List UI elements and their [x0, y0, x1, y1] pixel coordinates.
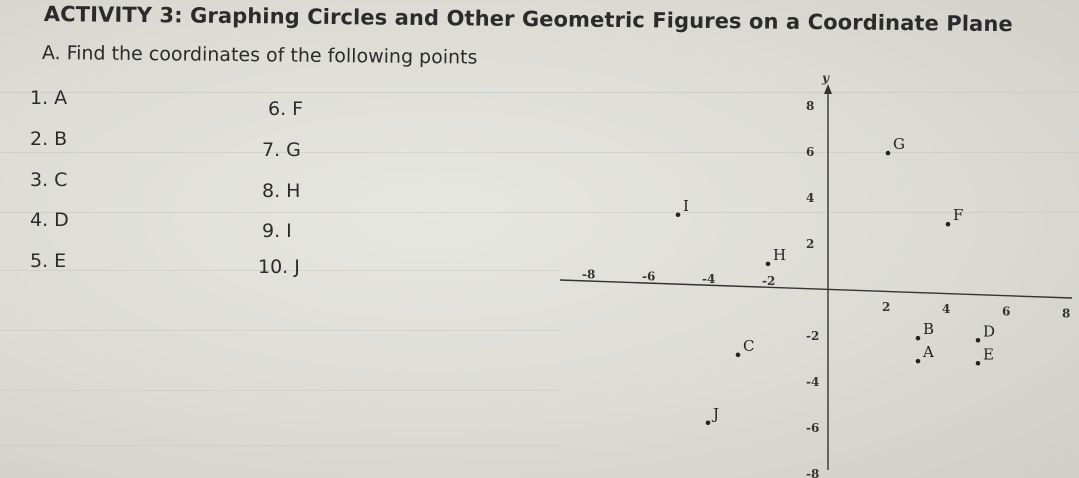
x-tick-label: 8	[1062, 306, 1071, 321]
point-label: A	[923, 343, 934, 362]
x-tick-label: 6	[1002, 304, 1011, 319]
item-h: 8. H	[262, 180, 301, 202]
point-label: D	[983, 322, 996, 341]
item-f: 6. F	[268, 98, 304, 120]
y-tick-label: 8	[806, 99, 815, 113]
point-marker	[976, 338, 981, 343]
instruction-text: A. Find the coordinates of the following points	[41, 42, 478, 69]
point-label: F	[953, 206, 964, 225]
point-label: J	[713, 404, 720, 423]
item-e: 5. E	[30, 250, 67, 272]
point-marker	[736, 353, 741, 358]
y-axis-label: y	[822, 71, 829, 85]
point-label: G	[893, 135, 905, 154]
point-marker	[766, 262, 771, 267]
item-b: 2. B	[30, 128, 68, 150]
x-tick-label: 4	[942, 302, 951, 317]
point-label: H	[773, 245, 787, 264]
point-marker	[976, 361, 981, 366]
y-tick-label: -4	[806, 375, 820, 389]
y-axis-arrow-icon	[824, 84, 832, 94]
y-tick-label: -6	[806, 421, 820, 435]
y-tick-label: 6	[806, 145, 815, 159]
item-i: 9. I	[262, 220, 292, 242]
point-label: I	[683, 196, 689, 215]
x-tick-label: -8	[582, 267, 596, 282]
item-d: 4. D	[30, 209, 69, 231]
x-tick-label: -2	[762, 273, 776, 288]
x-axis	[560, 280, 1072, 298]
point-label: C	[743, 336, 755, 355]
point-marker	[706, 421, 711, 426]
item-g: 7. G	[262, 139, 301, 161]
y-tick-label: 2	[806, 237, 815, 251]
point-marker	[946, 222, 951, 227]
y-tick-label: 4	[806, 191, 815, 205]
x-tick-label: -6	[642, 269, 656, 284]
y-tick-label: -8	[806, 467, 820, 478]
x-tick-label: -4	[702, 271, 716, 286]
item-a: 1. A	[30, 87, 68, 109]
point-marker	[676, 212, 681, 217]
point-marker	[916, 336, 921, 341]
item-c: 3. C	[30, 169, 68, 191]
point-label: B	[923, 320, 935, 339]
point-marker	[916, 359, 921, 364]
point-label: E	[983, 345, 994, 364]
x-tick-label: 2	[882, 300, 891, 315]
point-marker	[886, 151, 891, 156]
axes	[560, 71, 1072, 470]
item-j: 10. J	[258, 256, 300, 278]
y-tick-label: -2	[806, 329, 820, 343]
activity-title: ACTIVITY 3: Graphing Circles and Other Geometric Figures on a Coordinate Plane	[43, 2, 1013, 37]
